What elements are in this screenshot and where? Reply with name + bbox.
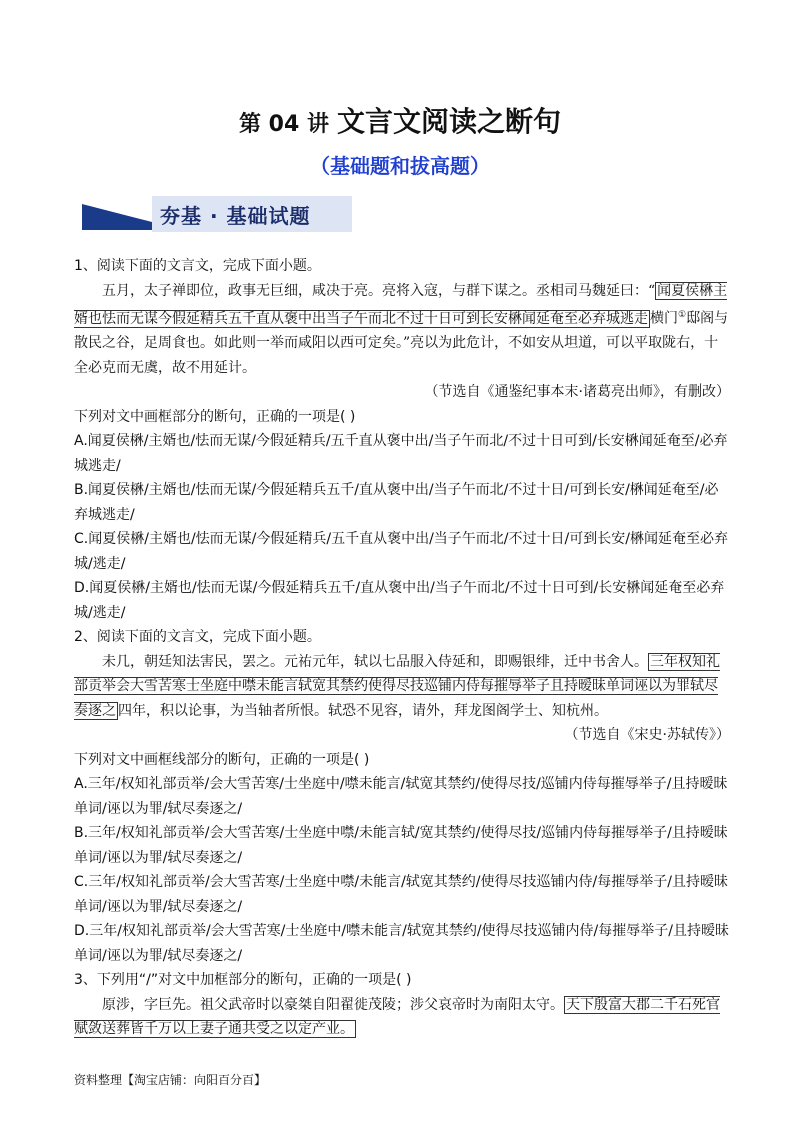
q1-option-a: A.闻夏侯楙/主婿也/怯而无谋/今假延精兵/五千直从褒中出/当子午而北/不过十日可到/长安楙闻延奄至/必弃城逃走/ bbox=[74, 433, 728, 474]
q2-passage bbox=[74, 650, 730, 724]
q1-footnote-mark: ① bbox=[678, 310, 687, 320]
page-subtitle: （基础题和拔高题） bbox=[310, 154, 490, 178]
q2-option-c: C.三年/权知礼部贡举/会大雪苦寒/士坐庭中噤/未能言/轼宽其禁约/使得尽技巡铺内侍/每摧辱举子/且持暧昧单词/诬以为罪/轼尽奏逐之/ bbox=[74, 874, 728, 915]
banner-triangle-shape bbox=[82, 204, 152, 222]
title-main: 文言文阅读之断句 bbox=[336, 105, 561, 138]
title-prefix: 第 04 讲 bbox=[239, 112, 329, 137]
q1-source: （节选自《通鉴纪事本末·诸葛亮出师》，有删改） bbox=[424, 384, 730, 401]
q3-framed-text: 天下殷富大郡二千石死官赋敛送葬皆千万以上妻子通共受之以定产业。 bbox=[74, 996, 720, 1038]
q2-framed-text: 三年权知礼部贡举会大雪苦寒士坐庭中噤未能言轼宽其禁约使得尽技巡铺内侍每摧辱举子且持暧昧单词诬以为罪轼尽奏逐之 bbox=[74, 653, 720, 719]
q2-source: （节选自《宋史·苏轼传》） bbox=[564, 727, 730, 744]
q1-passage-rest: 邸阁与散民之谷，足周食也。如此则一举而咸阳以西可定矣。”亮以为此危计，不如安从坦道，可以平取陇右，十全必克而无虞，故不用延计。 bbox=[74, 310, 729, 376]
q2-option-b: B.三年/权知礼部贡举/会大雪苦寒/士坐庭中噤/未能言轼/宽其禁约/使得尽技/巡铺内侍每摧辱举子/且持暧昧单词/诬以为罪/轼尽奏逐之/ bbox=[74, 825, 728, 866]
q2-option-a: A.三年/权知礼部贡举/会大雪苦寒/士坐庭中/噤未能言/轼宽其禁约/使得尽技/巡铺内侍每摧辱举子/且持暧昧单词/诬以为罪/轼尽奏逐之/ bbox=[74, 776, 728, 817]
document-body bbox=[74, 254, 730, 1042]
q2-passage-after: 四年，积以论事，为当轴者所恨。轼恐不见容，请外，拜龙图阁学士、知杭州。 bbox=[118, 702, 608, 719]
q1-passage-after: 横门 bbox=[650, 310, 678, 327]
q2-question: 下列对文中画框线部分的断句，正确的一项是( ) bbox=[74, 751, 370, 768]
q1-option-c: C.闻夏侯楙/主婿也/怯而无谋/今假延精兵/五千直从褒中出/当子午而北/不过十日/可到长安/楙闻延奄至必弃城/逃走/ bbox=[74, 531, 728, 572]
q1-option-d: D.闻夏侯楙/主婿也/怯而无谋/今假延精兵五千/直从褒中出/当子午而北/不过十日可到/长安楙闻延奄至必弃城/逃走/ bbox=[74, 580, 725, 621]
q2-prompt: 2、阅读下面的文言文，完成下面小题。 bbox=[74, 629, 321, 646]
q3-passage-before: 原涉，字巨先。祖父武帝时以豪桀自阳翟徙茂陵；涉父哀帝时为南阳太守。 bbox=[102, 996, 564, 1013]
q1-passage bbox=[74, 279, 730, 381]
page-title bbox=[0, 100, 800, 140]
q3-passage bbox=[74, 993, 730, 1042]
q1-prompt: 1、阅读下面的文言文，完成下面小题。 bbox=[74, 258, 321, 274]
q2-option-d: D.三年/权知礼部贡举/会大雪苦寒/士坐庭中/噤未能言/轼宽其禁约/使得尽技巡铺内侍/每摧辱举子/且持暧昧单词/诬以为罪/轼尽奏逐之/ bbox=[74, 923, 729, 964]
section-banner bbox=[82, 196, 362, 238]
q1-question: 下列对文中画框部分的断句，正确的一项是( ) bbox=[74, 408, 356, 425]
q2-passage-before: 未几，朝廷知法害民，罢之。元祐元年，轼以七品服入侍延和，即赐银绯，迁中书舍人。 bbox=[102, 653, 648, 670]
q3-prompt: 3、下列用“/”对文中加框部分的断句，正确的一项是( ) bbox=[74, 972, 412, 989]
q1-passage-before: 五月，太子禅即位，政事无巨细，咸决于亮。亮将入寇，与群下谋之。丞相司马魏延曰：“ bbox=[102, 282, 656, 299]
q1-framed-text: 闻夏侯楙主婿也怯而无谋今假延精兵五千直从褒中出当子午而北不过十日可到长安楙闻延奄至必弃城逃走 bbox=[74, 282, 728, 327]
page-footer: 资料整理【淘宝店铺：向阳百分百】 bbox=[74, 1073, 267, 1087]
q1-option-b: B.闻夏侯楙/主婿也/怯而无谋/今假延精兵五千/直从褒中出/当子午而北/不过十日/可到长安/楙闻延奄至/必弃城逃走/ bbox=[74, 482, 719, 523]
section-banner-label: 夯基 · 基础试题 bbox=[160, 204, 311, 228]
